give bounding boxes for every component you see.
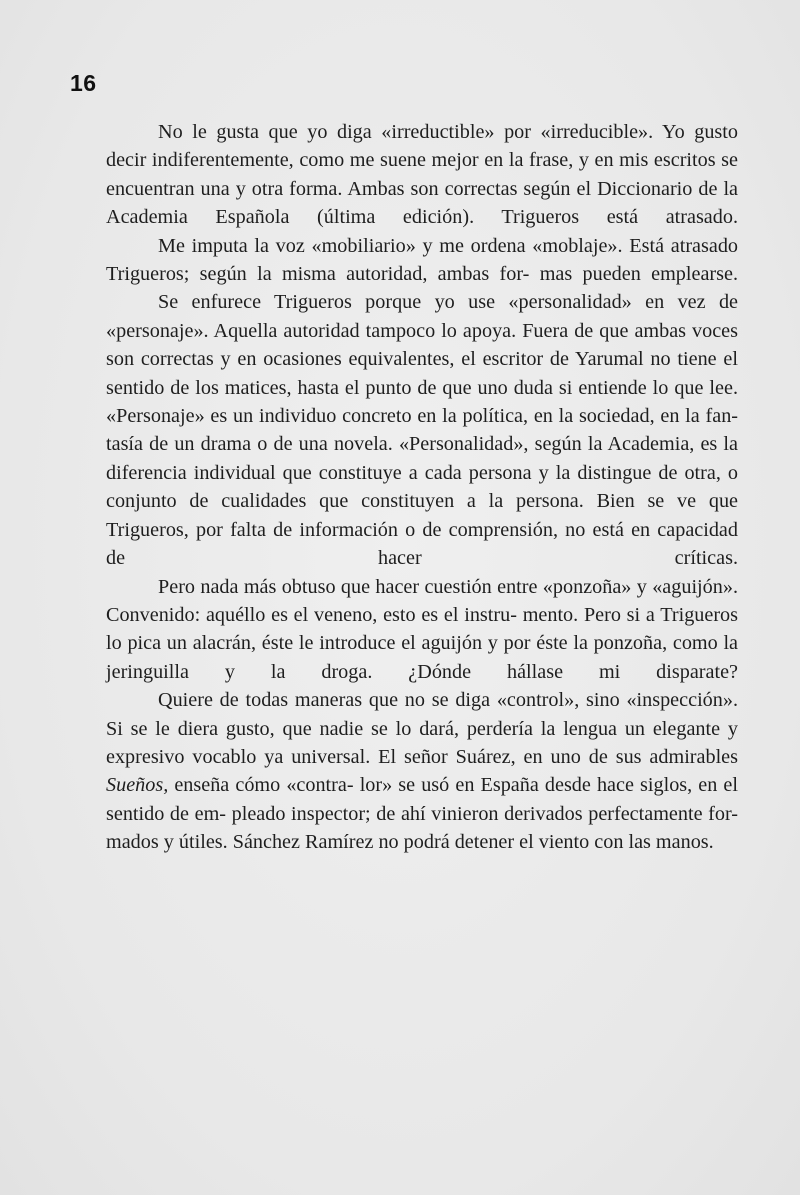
text-line: Pero nada más obtuso que hacer cuestión entre «ponzoña» (158, 575, 632, 598)
paragraph-4 (106, 573, 738, 687)
paragraph-2 (106, 232, 738, 289)
text-line: mas pueden emplearse. (539, 263, 739, 286)
paragraph-3 (106, 288, 738, 572)
text-line: frase, y en mis escritos se encuentran una y otra forma. Ambas (106, 149, 738, 200)
text-line: persona y la distingue de otra, o conjunto de cualidades que (106, 461, 739, 513)
text-line: mados y útiles. Sánchez Ramírez no podrá detener el viento (106, 831, 590, 854)
italic-title: Sueños, (106, 774, 169, 797)
text-line: Academia, es la diferencia individual que constituye a cada (106, 433, 738, 484)
text-line: el aguijón y por éste la ponzoña, como la jeringuilla y la droga. (106, 632, 739, 683)
text-line: la lengua un elegante y expresivo vocablo ya universal. El señor (106, 717, 739, 768)
text-line: Se enfurece Trigueros porque yo use «personalidad» en (158, 291, 665, 314)
text-line: Yo gusto decir indiferentemente, como me suene mejor en la (106, 121, 738, 172)
page-number: 16 (70, 70, 97, 96)
text-line: Suárez, en uno de sus admirables (455, 745, 739, 768)
body-text (106, 118, 738, 857)
text-line: de que ambas voces son correctas y en ocasiones equivalentes, (106, 319, 739, 371)
text-line: vez de «personaje». Aquella autoridad tampoco lo apoya. Fuera (106, 291, 738, 342)
text-line: son correctas según el Diccionario de la Academia Española (106, 177, 739, 229)
text-line: enseña cómo «contra- (168, 774, 354, 797)
text-line: el escritor de Yarumal no tiene el sentido de los matices, hasta (106, 348, 738, 399)
text-line: el punto de que uno duda si entiende lo que lee. «Personaje» es (106, 376, 738, 428)
text-line: (última edición). Trigueros está atrasado. (317, 206, 739, 229)
text-line: lor» se usó en España desde hace siglos, en el sentido de em- (106, 774, 739, 825)
text-line: tasía de un drama o de una novela. «Personalidad», según la (106, 433, 603, 456)
text-line: No le gusta que yo diga «irreductible» por «irreducible». (158, 121, 654, 143)
text-line: constituyen a la persona. Bien se ve que Trigueros, por falta (106, 490, 738, 541)
text-line: críticas. (674, 547, 738, 570)
text-line: un individuo concreto en la política, en la sociedad, en la fan- (233, 405, 739, 428)
paragraph-5 (106, 686, 738, 856)
text-line: ¿Dónde hállase mi disparate? (408, 660, 738, 683)
text-line: con las manos. (594, 831, 714, 854)
text-line: de información o de comprensión, no está en capacidad de hacer (106, 518, 738, 570)
text-line: Está atrasado Trigueros; según la misma autoridad, ambas for- (106, 234, 739, 286)
text-line: y «aguijón». Convenido: aquéllo es el veneno, esto es el instru- (106, 575, 738, 626)
text-line: pleado inspector; de ahí vinieron derivados perfectamente for- (231, 802, 739, 825)
text-line: Quiere de todas maneras que no se diga «control», sino (158, 689, 620, 712)
text-line: «inspección». Si se le diera gusto, que nadie se lo dará, perdería (106, 689, 739, 740)
paragraph-1 (106, 118, 738, 232)
text-line: mento. Pero si a Trigueros lo pica un alacrán, éste le introduce (106, 603, 739, 655)
text-line: Me imputa la voz «mobiliario» y me ordena «moblaje». (158, 234, 623, 257)
